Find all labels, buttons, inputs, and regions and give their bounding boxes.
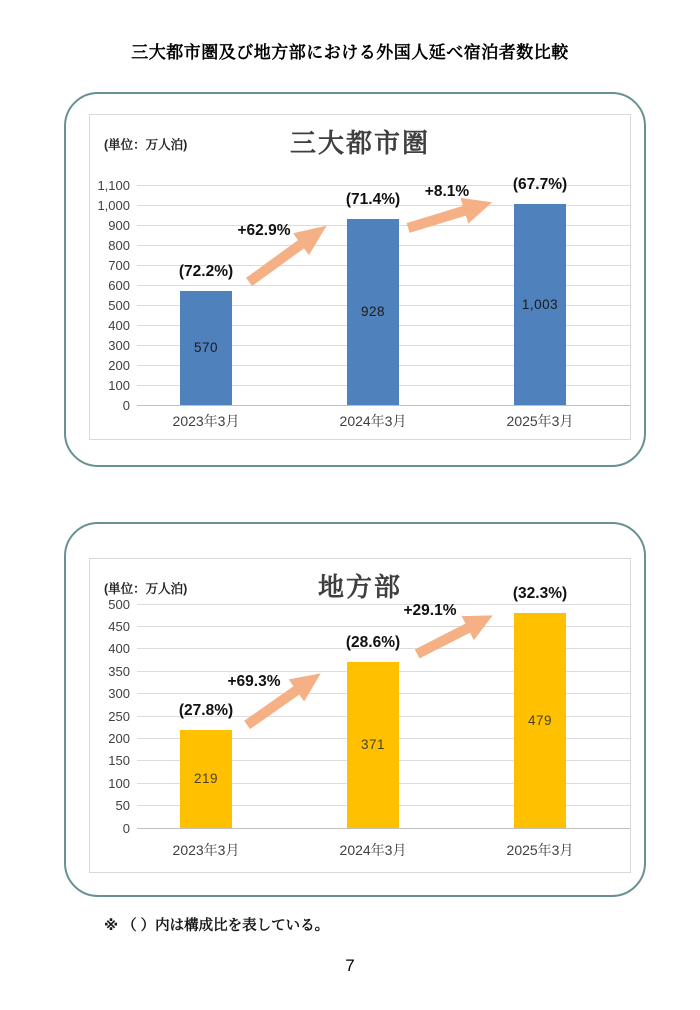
bar-value-label: 1,003 [521,296,559,312]
y-tick-label: 0 [122,820,130,836]
chart-title-metro: 三大都市圏 [289,128,430,158]
category-label: 2023年3月 [172,413,240,429]
bar-value-label: 479 [527,712,553,728]
y-tick-label: 1,000 [97,197,130,213]
page-title: 三大都市圏及び地方部における外国人延べ宿泊者数比較 [131,43,569,62]
y-tick-label: 800 [108,237,130,253]
category-label: 2025年3月 [506,842,574,858]
share-label: (27.8%) [178,701,234,719]
y-tick-label: 250 [108,708,130,724]
y-tick-label: 50 [115,798,130,814]
growth-label: +8.1% [424,183,470,200]
share-label: (72.2%) [178,263,234,280]
metro-chart-panel [89,114,631,440]
bar-value-label: 570 [193,340,219,355]
y-tick-label: 300 [108,686,130,702]
y-tick-label: 200 [108,730,130,746]
page-number: 7 [345,956,355,975]
y-tick-label: 450 [108,618,130,634]
footnote: ※ （ ）内は構成比を表している。 [104,918,330,934]
unit-label: (単位：万人泊) [104,582,188,596]
bar-value-label: 928 [360,304,386,320]
growth-label: +62.9% [237,222,291,239]
bar-value-label: 219 [193,770,219,786]
y-tick-label: 400 [108,641,130,657]
share-label: (32.3%) [512,585,568,603]
chart-title-regional: 地方部 [317,572,402,602]
y-tick-label: 350 [108,663,130,679]
bar-value-label: 371 [360,736,386,752]
metro-chart-card [64,92,646,467]
y-tick-label: 900 [108,217,130,233]
y-tick-label: 200 [108,357,130,373]
y-tick-label: 400 [108,317,130,333]
regional-chart-card [64,522,646,897]
share-label: (71.4%) [345,191,401,209]
y-tick-label: 150 [108,753,130,769]
growth-label: +29.1% [403,602,457,619]
unit-label: (単位：万人泊) [104,138,188,152]
y-tick-label: 600 [108,277,130,293]
regional-chart-panel [89,558,631,873]
y-tick-label: 100 [108,775,130,791]
category-label: 2024年3月 [339,842,407,858]
y-tick-label: 100 [108,377,130,393]
growth-label: +69.3% [227,673,281,690]
y-tick-label: 0 [122,397,130,413]
y-tick-label: 500 [108,596,130,612]
y-tick-label: 1,100 [97,177,130,193]
share-label: (67.7%) [512,176,568,194]
y-tick-label: 500 [108,297,130,313]
y-tick-label: 700 [108,257,130,273]
y-tick-label: 300 [108,337,130,353]
share-label: (28.6%) [345,633,401,651]
category-label: 2023年3月 [172,842,240,858]
category-label: 2025年3月 [506,413,574,429]
category-label: 2024年3月 [339,413,407,429]
